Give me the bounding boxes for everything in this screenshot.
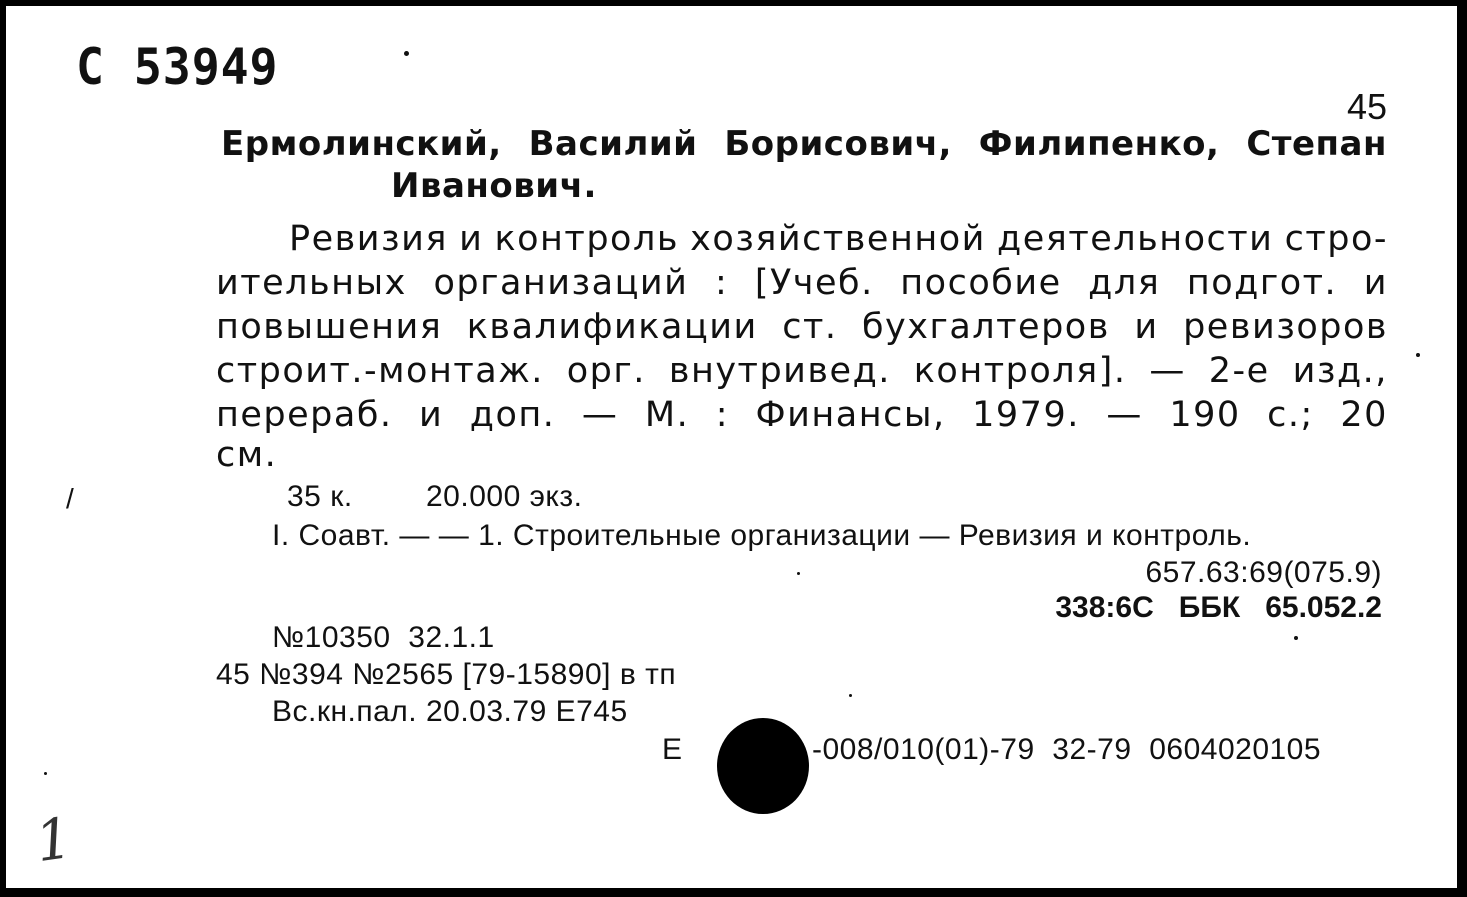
title-line-5	[216, 393, 1388, 437]
title-word: Финансы,	[755, 395, 946, 435]
code-suffix: -008/010(01)-79 32-79 0604020105	[812, 733, 1322, 766]
title-word: для	[1088, 263, 1161, 303]
price: 35 к.	[287, 480, 353, 513]
classification-code: 338:6С ББК 65.052.2	[1055, 591, 1382, 624]
title-word: и	[1134, 307, 1159, 347]
title-word: квалификации	[466, 307, 758, 347]
author-word: Василий	[528, 124, 698, 164]
author-word: Ермолинский,	[221, 124, 502, 164]
title-word: стро-	[1284, 219, 1388, 259]
punch-hole	[717, 718, 809, 814]
title-word: изд.,	[1292, 351, 1388, 391]
author-word: Степан	[1246, 124, 1387, 164]
title-line-3	[216, 305, 1388, 349]
title-word: и	[1363, 263, 1388, 303]
speck	[404, 51, 409, 56]
code-prefix: Е	[662, 733, 683, 766]
title-word: перераб.	[216, 395, 393, 435]
author-word: Борисович,	[724, 124, 952, 164]
title-word: орг.	[566, 351, 646, 391]
title-word: :	[715, 395, 730, 435]
title-word: с.;	[1267, 395, 1314, 435]
title-word: ревизоров	[1183, 307, 1388, 347]
title-word: Ревизия	[289, 219, 448, 259]
title-word: подгот.	[1186, 263, 1338, 303]
authors-line-2: Иванович.	[391, 166, 597, 206]
top-number: 45	[1346, 86, 1387, 127]
authors-line-1	[221, 124, 1387, 164]
udc-code: 657.63:69(075.9)	[1145, 556, 1382, 589]
title-word: 190	[1169, 395, 1241, 435]
title-word: деятельности	[997, 219, 1274, 259]
subjects: I. Соавт. — — 1. Строительные организации — Ревизия и контроль.	[272, 519, 1252, 552]
speck	[797, 572, 800, 575]
title-line-2	[216, 261, 1388, 305]
speck	[1294, 636, 1298, 640]
title-word: —	[581, 395, 619, 435]
title-word: ст.	[782, 307, 838, 347]
title-word: повышения	[216, 307, 443, 347]
title-word: бухгалтеров	[861, 307, 1110, 347]
title-word: хозяйственной	[690, 219, 986, 259]
author-word: Филипенко,	[978, 124, 1220, 164]
catalog-mark: С 53949	[76, 38, 279, 96]
line-numbers: 45 №394 №2565 [79-15890] в тп	[216, 658, 677, 691]
title-word: организаций	[433, 263, 689, 303]
title-line-4	[216, 349, 1388, 393]
title-word: ительных	[216, 263, 407, 303]
title-word: контроль	[494, 219, 679, 259]
speck	[44, 772, 47, 775]
title-word: М.	[644, 395, 690, 435]
title-word: доп.	[469, 395, 556, 435]
chamber-note: Вс.кн.пал. 20.03.79 Е745	[272, 695, 628, 728]
title-word: [Учеб.	[754, 263, 874, 303]
title-line-1	[289, 217, 1388, 261]
speck	[1416, 353, 1420, 357]
title-word: и	[419, 395, 444, 435]
title-word: 2-е	[1208, 351, 1270, 391]
title-last-line: см.	[216, 435, 278, 475]
copies: 20.000 экз.	[426, 480, 583, 513]
title-word: строит.-монтаж.	[216, 351, 544, 391]
title-word: 20	[1340, 395, 1388, 435]
catalog-card	[6, 6, 1463, 888]
title-word: 1979.	[972, 395, 1080, 435]
title-word: и	[459, 219, 484, 259]
order-number: №10350 32.1.1	[272, 621, 495, 654]
title-word: контроля].	[913, 351, 1127, 391]
title-word: пособие	[900, 263, 1062, 303]
margin-numeral: 1	[31, 805, 76, 876]
title-word: :	[714, 263, 729, 303]
speck	[849, 694, 852, 697]
title-word: —	[1106, 395, 1143, 435]
margin-tick: /	[66, 483, 75, 514]
title-word: —	[1149, 351, 1186, 391]
title-word: внутривед.	[668, 351, 891, 391]
